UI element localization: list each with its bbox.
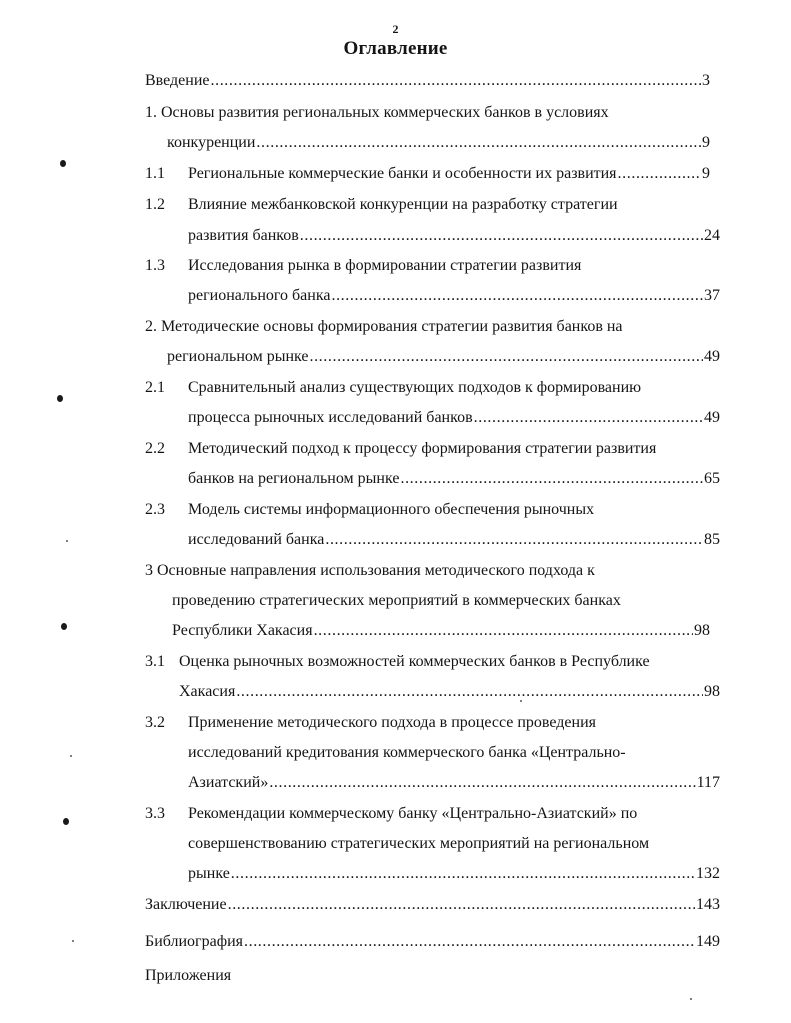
toc-entry-s31-num — [145, 650, 165, 674]
entry-text: Азиатский» — [188, 774, 269, 791]
toc-entry-s23-line1[interactable] — [188, 498, 594, 522]
toc-entry-s12[interactable] — [188, 224, 720, 248]
toc-entry-ch2[interactable] — [167, 345, 720, 369]
section-number: 3.1 — [145, 653, 165, 670]
toc-entry-s11-num — [145, 162, 165, 186]
toc-entry-s32-num — [145, 711, 165, 735]
dot-leader — [228, 893, 695, 917]
entry-text: развития банков — [188, 227, 299, 244]
section-number: 3.2 — [145, 714, 165, 731]
punch-hole-mark — [57, 395, 63, 402]
toc-entry-s32[interactable] — [188, 771, 720, 795]
punch-hole-mark — [61, 623, 67, 630]
toc-entry-ch3-line2[interactable] — [172, 589, 621, 613]
toc-entry-s22[interactable] — [188, 467, 720, 491]
toc-entry-s32-line1[interactable] — [188, 711, 596, 735]
toc-entry-conclusion[interactable] — [145, 893, 720, 917]
toc-entry-ch1[interactable] — [167, 131, 710, 155]
entry-text: 3 Основные направления использования методического подхода к — [145, 562, 595, 579]
entry-text: региональном рынке — [167, 348, 309, 365]
entry-page: 65 — [704, 470, 720, 487]
toc-entry-s31[interactable] — [179, 680, 720, 704]
entry-page: 85 — [704, 531, 720, 548]
dot-leader — [211, 69, 702, 93]
entry-text: исследований банка — [188, 531, 325, 548]
entry-page: 98 — [704, 683, 720, 700]
entry-text: Хакасия — [179, 683, 236, 700]
toc-entry-s33-line1[interactable] — [188, 802, 637, 826]
entry-text: Оценка рыночных возможностей коммерческих банков в Республике — [179, 653, 650, 670]
toc-entry-ch1-line1[interactable] — [145, 101, 609, 125]
toc-entry-s32-line2[interactable] — [188, 741, 626, 765]
entry-text: Исследования рынка в формировании стратегии развития — [188, 257, 582, 274]
toc-title: Оглавление — [343, 38, 448, 59]
dot-leader — [236, 680, 703, 704]
toc-entry-ch3-line1[interactable] — [145, 559, 595, 583]
page-number: 2 — [392, 22, 399, 36]
scan-speck — [72, 940, 74, 942]
dot-leader — [474, 406, 703, 430]
entry-text: 2. Методические основы формирования стратегии развития банков на — [145, 318, 623, 335]
entry-page: 143 — [696, 896, 720, 913]
toc-entry-s21-num — [145, 376, 165, 400]
dot-leader — [309, 345, 703, 369]
dot-leader — [400, 467, 703, 491]
toc-entry-s33-line2[interactable] — [188, 832, 649, 856]
toc-entry-s23-num — [145, 498, 165, 522]
entry-page: 49 — [704, 348, 720, 365]
punch-hole-mark — [63, 818, 69, 825]
entry-text: Республики Хакасия — [172, 622, 313, 639]
entry-text: 1. Основы развития региональных коммерческих банков в условиях — [145, 104, 609, 121]
dot-leader — [331, 284, 703, 308]
dot-leader — [231, 862, 695, 886]
dot-leader — [244, 930, 695, 954]
toc-entry-s21-line1[interactable] — [188, 376, 641, 400]
toc-entry-s23[interactable] — [188, 528, 720, 552]
toc-entry-ch2-line1[interactable] — [145, 315, 623, 339]
entry-text: конкуренции — [167, 134, 256, 151]
dot-leader — [325, 528, 703, 552]
entry-page: 9 — [702, 165, 710, 182]
entry-text: Сравнительный анализ существующих подходов к формированию — [188, 379, 642, 396]
toc-entry-s33-num — [145, 802, 165, 826]
toc-entry-s22-line1[interactable] — [188, 437, 656, 461]
dot-leader — [618, 162, 701, 186]
entry-text: банков на региональном рынке — [188, 470, 400, 487]
section-number: 2.1 — [145, 379, 165, 396]
toc-entry-s13-num — [145, 254, 165, 278]
entry-text: Введение — [145, 72, 210, 89]
entry-page: 149 — [696, 933, 720, 950]
entry-text: рынке — [188, 865, 230, 882]
toc-entry-s11[interactable] — [188, 162, 710, 186]
entry-text: исследований кредитования коммерческого банка «Центрально- — [188, 744, 626, 761]
entry-page: 37 — [704, 287, 720, 304]
entry-text: Рекомендации коммерческому банку «Центрально-Азиатский» по — [188, 805, 638, 822]
section-number: 2.3 — [145, 501, 165, 518]
dot-leader — [256, 131, 701, 155]
punch-hole-mark — [60, 160, 66, 167]
section-number: 1.3 — [145, 257, 165, 274]
toc-entry-s22-num — [145, 437, 165, 461]
toc-entry-s12-num — [145, 193, 165, 217]
entry-text: Приложения — [145, 967, 232, 984]
entry-page: 24 — [704, 227, 720, 244]
entry-text: Региональные коммерческие банки и особенности их развития — [188, 165, 617, 182]
dot-leader — [300, 224, 703, 248]
section-number: 3.3 — [145, 805, 165, 822]
scan-speck — [690, 998, 692, 1000]
toc-entry-appendix[interactable] — [145, 964, 231, 988]
scan-speck — [70, 755, 72, 757]
scan-speck — [66, 540, 68, 542]
toc-entry-s13[interactable] — [188, 284, 720, 308]
scan-speck — [520, 700, 522, 702]
entry-text: совершенствованию стратегических мероприятий на региональном — [188, 835, 650, 852]
entry-page: 117 — [696, 774, 720, 791]
entry-page: 9 — [702, 134, 710, 151]
section-number: 1.2 — [145, 196, 165, 213]
entry-text: Библиография — [145, 933, 243, 950]
dot-leader — [269, 771, 695, 795]
entry-text: Влияние межбанковской конкуренции на разработку стратегии — [188, 196, 618, 213]
toc-entry-intro[interactable] — [145, 69, 710, 93]
entry-page: 3 — [702, 72, 710, 89]
entry-text: Модель системы информационного обеспечения рыночных — [188, 501, 595, 518]
toc-entry-bibliography[interactable] — [145, 930, 720, 954]
toc-entry-s33[interactable] — [188, 862, 720, 886]
entry-page: 132 — [696, 865, 720, 882]
entry-text: Методический подход к процессу формирования стратегии развития — [188, 440, 657, 457]
entry-page: 98 — [694, 622, 710, 639]
entry-text: Заключение — [145, 896, 227, 913]
dot-leader — [314, 619, 693, 643]
entry-text: Применение методического подхода в процессе проведения — [188, 714, 596, 731]
section-number: 1.1 — [145, 165, 165, 182]
entry-text: проведению стратегических мероприятий в коммерческих банках — [172, 592, 621, 609]
toc-entry-ch3[interactable] — [172, 619, 710, 643]
entry-page: 49 — [704, 409, 720, 426]
entry-text: регионального банка — [188, 287, 331, 304]
toc-entry-s12-line1[interactable] — [188, 193, 618, 217]
section-number: 2.2 — [145, 440, 165, 457]
entry-text: процесса рыночных исследований банков — [188, 409, 473, 426]
toc-entry-s13-line1[interactable] — [188, 254, 581, 278]
toc-entry-s21[interactable] — [188, 406, 720, 430]
toc-entry-s31-line1[interactable] — [179, 650, 650, 674]
